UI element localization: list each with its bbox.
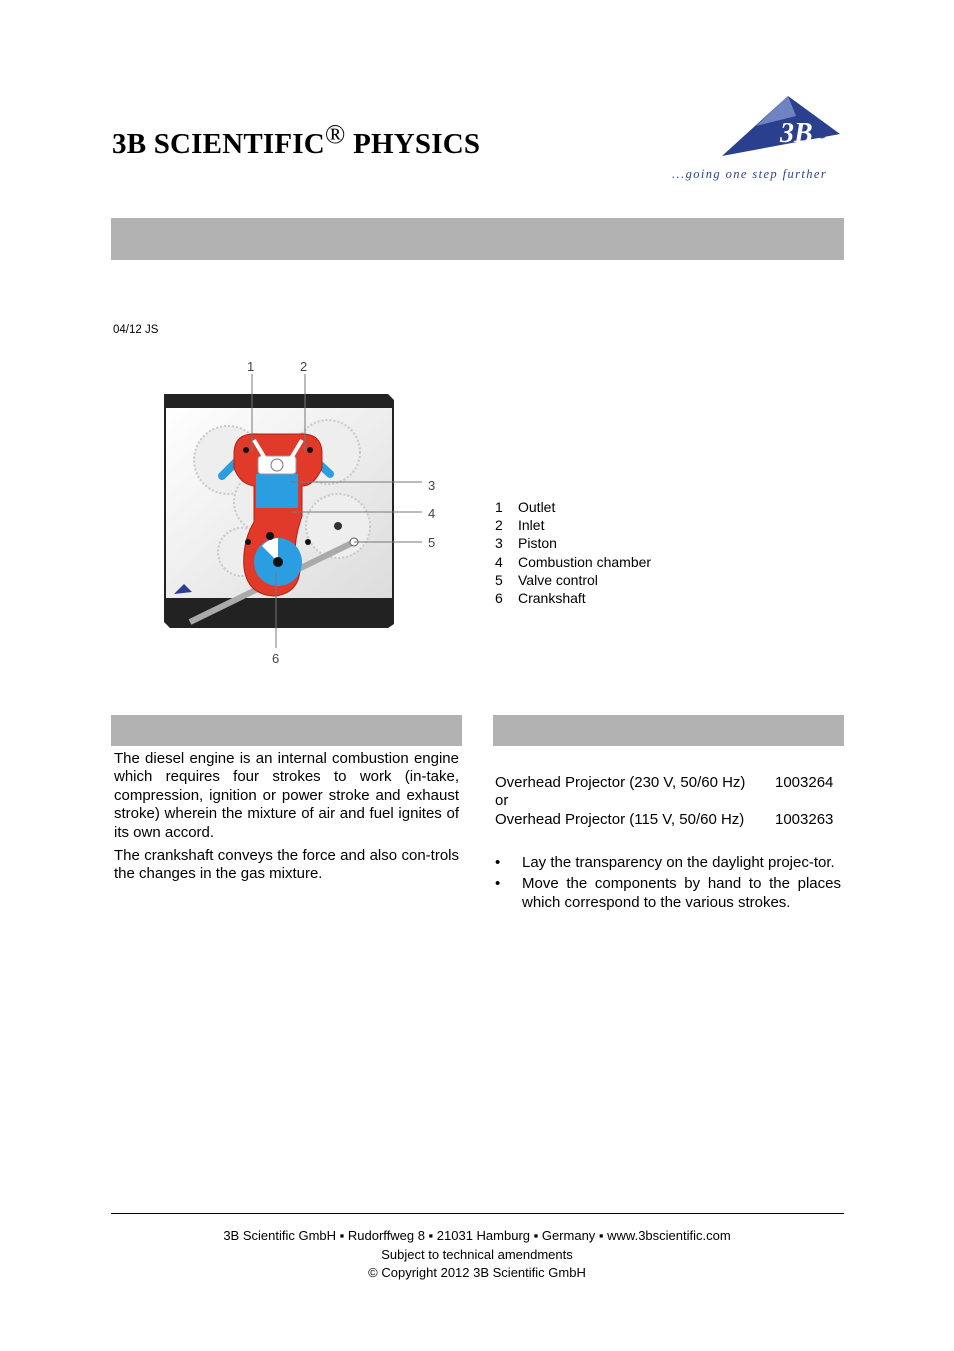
- description-text: [114, 750, 459, 889]
- document-code: 04/12 JS: [113, 324, 159, 336]
- step-item: • Lay the transparency on the daylight projec-tor.: [495, 854, 835, 871]
- footer-copyright: © Copyright 2012 3B Scientific GmbH: [368, 1265, 586, 1280]
- operation-steps: [495, 854, 841, 915]
- footer: [0, 1227, 954, 1283]
- footer-note: Subject to technical amendments: [381, 1246, 573, 1262]
- engine-figure: [130, 356, 460, 676]
- footer-rule: [111, 1213, 844, 1214]
- callout-4: 4: [428, 506, 436, 521]
- callout-1: 1: [247, 359, 255, 374]
- equipment-row: Overhead Projector (115 V, 50/60 Hz) 1003263: [495, 810, 834, 828]
- callout-2: 2: [300, 359, 308, 374]
- description-paragraph: The diesel engine is an internal combustion engine which requires four strokes to work (in-take, compression, ignition or power stroke and exhaust stroke) wherein the mixture of air and fuel ignites of its own accord.: [114, 750, 459, 841]
- logo-text: 3B: [780, 118, 813, 149]
- registered-mark: ®: [324, 119, 346, 149]
- equipment-list: [495, 774, 845, 829]
- legend-item: 2 Inlet: [495, 517, 545, 534]
- equipment-or: or: [495, 792, 509, 810]
- callout-3: 3: [428, 478, 436, 493]
- legend-item: 6 Crankshaft: [495, 590, 586, 607]
- brand-title: 3B SCIENTIFIC® PHYSICS: [112, 119, 481, 160]
- description-paragraph: The crankshaft conveys the force and also con-trols the changes in the gas mixture.: [114, 847, 459, 883]
- title-banner: [111, 218, 844, 260]
- parts-legend: [495, 498, 651, 607]
- callout-6: 6: [272, 651, 280, 666]
- callout-5: 5: [428, 535, 436, 550]
- footer-address: 3B Scientific GmbH ▪ Rudorffweg 8 ▪ 21031 Hamburg ▪ Germany ▪ www.3bscientific.com: [223, 1228, 731, 1243]
- step-item: • Move the components by hand to the places which correspond to the various strokes.: [495, 875, 841, 911]
- section-bar-description: [111, 715, 462, 746]
- equipment-row: Overhead Projector (230 V, 50/60 Hz) 1003264: [495, 774, 834, 791]
- section-bar-operation: [493, 715, 844, 746]
- legend-item: 4 Combustion chamber: [495, 553, 652, 570]
- 3b-logo: [672, 94, 844, 186]
- legend-item: 3 Piston: [495, 535, 557, 552]
- combustion-chamber: [256, 474, 298, 508]
- legend-item: 5 Valve control: [495, 571, 598, 588]
- logo-tagline: ...going one step further: [672, 167, 828, 181]
- legend-item: 1 Outlet: [495, 499, 556, 515]
